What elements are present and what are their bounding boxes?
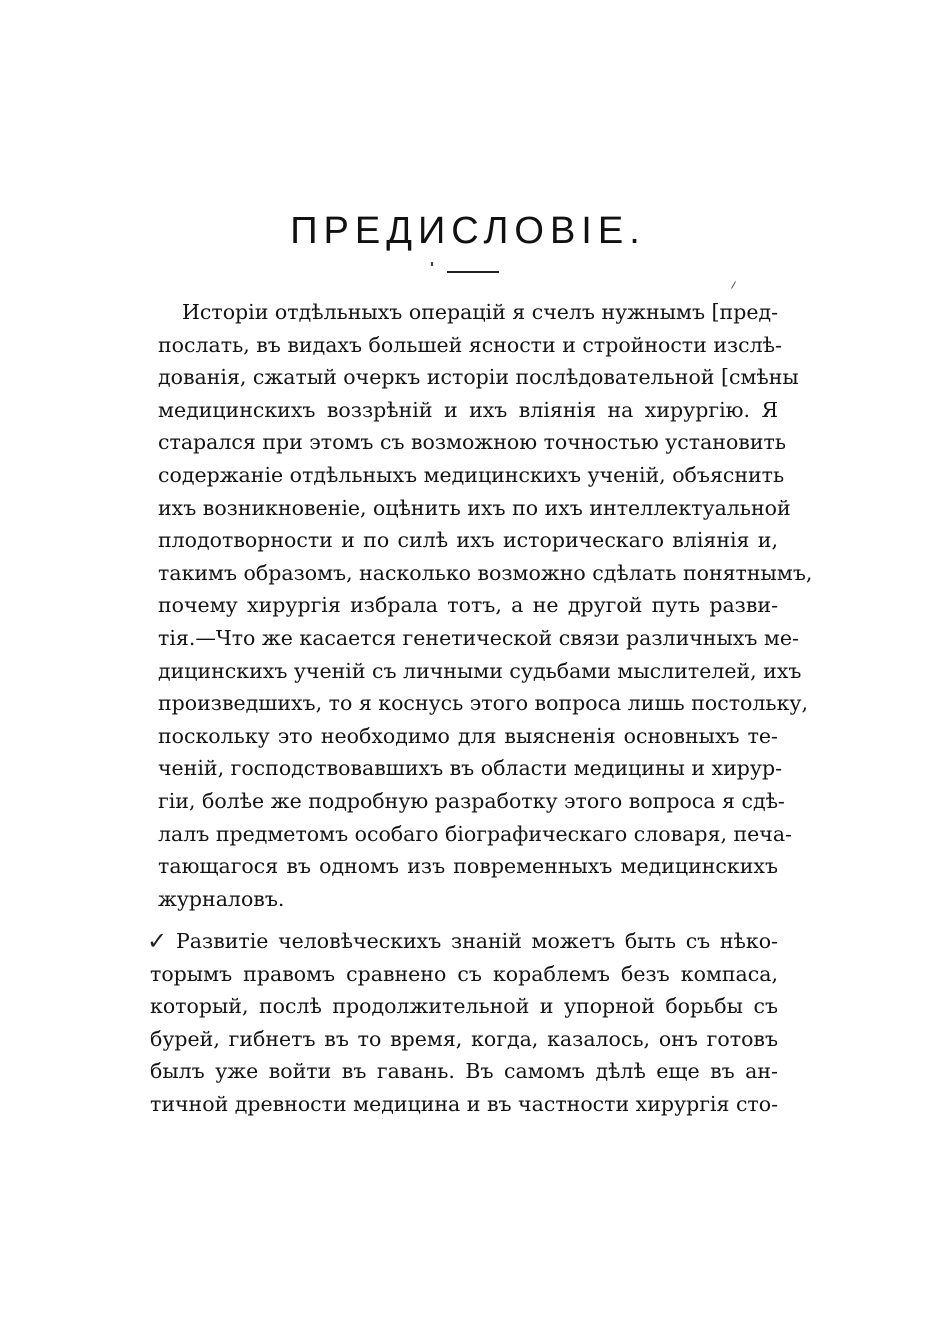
ink-speck (431, 262, 433, 266)
text-line: ченiй, господствовавшихъ въ области медицины и хирур- (158, 756, 783, 781)
text-line: старался при этомъ съ возможною точностью установить (158, 430, 787, 455)
text-line: поскольку это необходимо для выясненiя основныхъ те- (158, 723, 778, 748)
text-line: содержанiе отдѣльныхъ медицинскихъ ученiй, объяснить (158, 462, 785, 487)
text-line: медицинскихъ воззрѣнiй и ихъ влiянiя на хирургiю. Я (158, 397, 778, 422)
paragraph-1 (158, 296, 813, 915)
paragraph-2 (150, 925, 778, 1121)
text-line: торымъ правомъ сравнено съ кораблемъ безъ компаса, (150, 961, 778, 986)
text-line: произведшихъ, то я коснусь этого вопроса лишь постольку, (158, 691, 808, 716)
text-line: тающагося въ одномъ изъ повременныхъ медицинскихъ (158, 854, 778, 879)
title-rule (447, 271, 499, 273)
page-title: ПРЕДИСЛОВIЕ. (290, 210, 646, 252)
text-line: дицинскихъ ученiй съ личными судьбами мыслителей, ихъ (158, 658, 802, 683)
text-line: тичной древности медицина и въ частности хирургiя сто- (150, 1091, 779, 1116)
text-line: ихъ возникновенiе, оцѣнить ихъ по ихъ интеллектуальной (158, 495, 791, 520)
pencil-mark (731, 281, 736, 288)
check-mark-icon: ✓ (147, 927, 168, 955)
text-line: бурей, гибнетъ въ то время, когда, казалось, онъ готовъ (150, 1026, 778, 1051)
text-line: который, послѣ продолжительной и упорной борьбы съ (150, 994, 778, 1019)
text-line: Развитiе человѣческихъ знанiй можетъ быть съ нѣко- (176, 929, 778, 953)
text-line: лалъ предметомъ особаго бiографическаго словаря, печа- (158, 821, 792, 846)
text-line: гiи, болѣе же подробную разработку этого вопроса я сдѣ- (158, 788, 785, 813)
text-line: почему хирургiя избрала тотъ, а не другой путь разви- (158, 593, 778, 618)
text-line: Исторiи отдѣльныхъ операцiй я счелъ нужнымъ [пред- (182, 300, 778, 324)
text-line: плодотворности и по силѣ ихъ историческаго влiянiя и, (158, 528, 778, 553)
text-line: такимъ образомъ, насколько возможно сдѣлать понятнымъ, (158, 560, 813, 585)
text-line: дованiя, сжатый очеркъ исторiи послѣдовательной [смѣны (158, 365, 799, 390)
text-line: тiя.—Что же касается генетической связи различныхъ ме- (158, 625, 799, 650)
text-line: журналовъ. (158, 886, 285, 911)
text-line: былъ уже войти въ гавань. Въ самомъ дѣлѣ еще въ ан- (150, 1059, 778, 1084)
text-line: послать, въ видахъ большей ясности и стройности изслѣ- (158, 332, 782, 357)
